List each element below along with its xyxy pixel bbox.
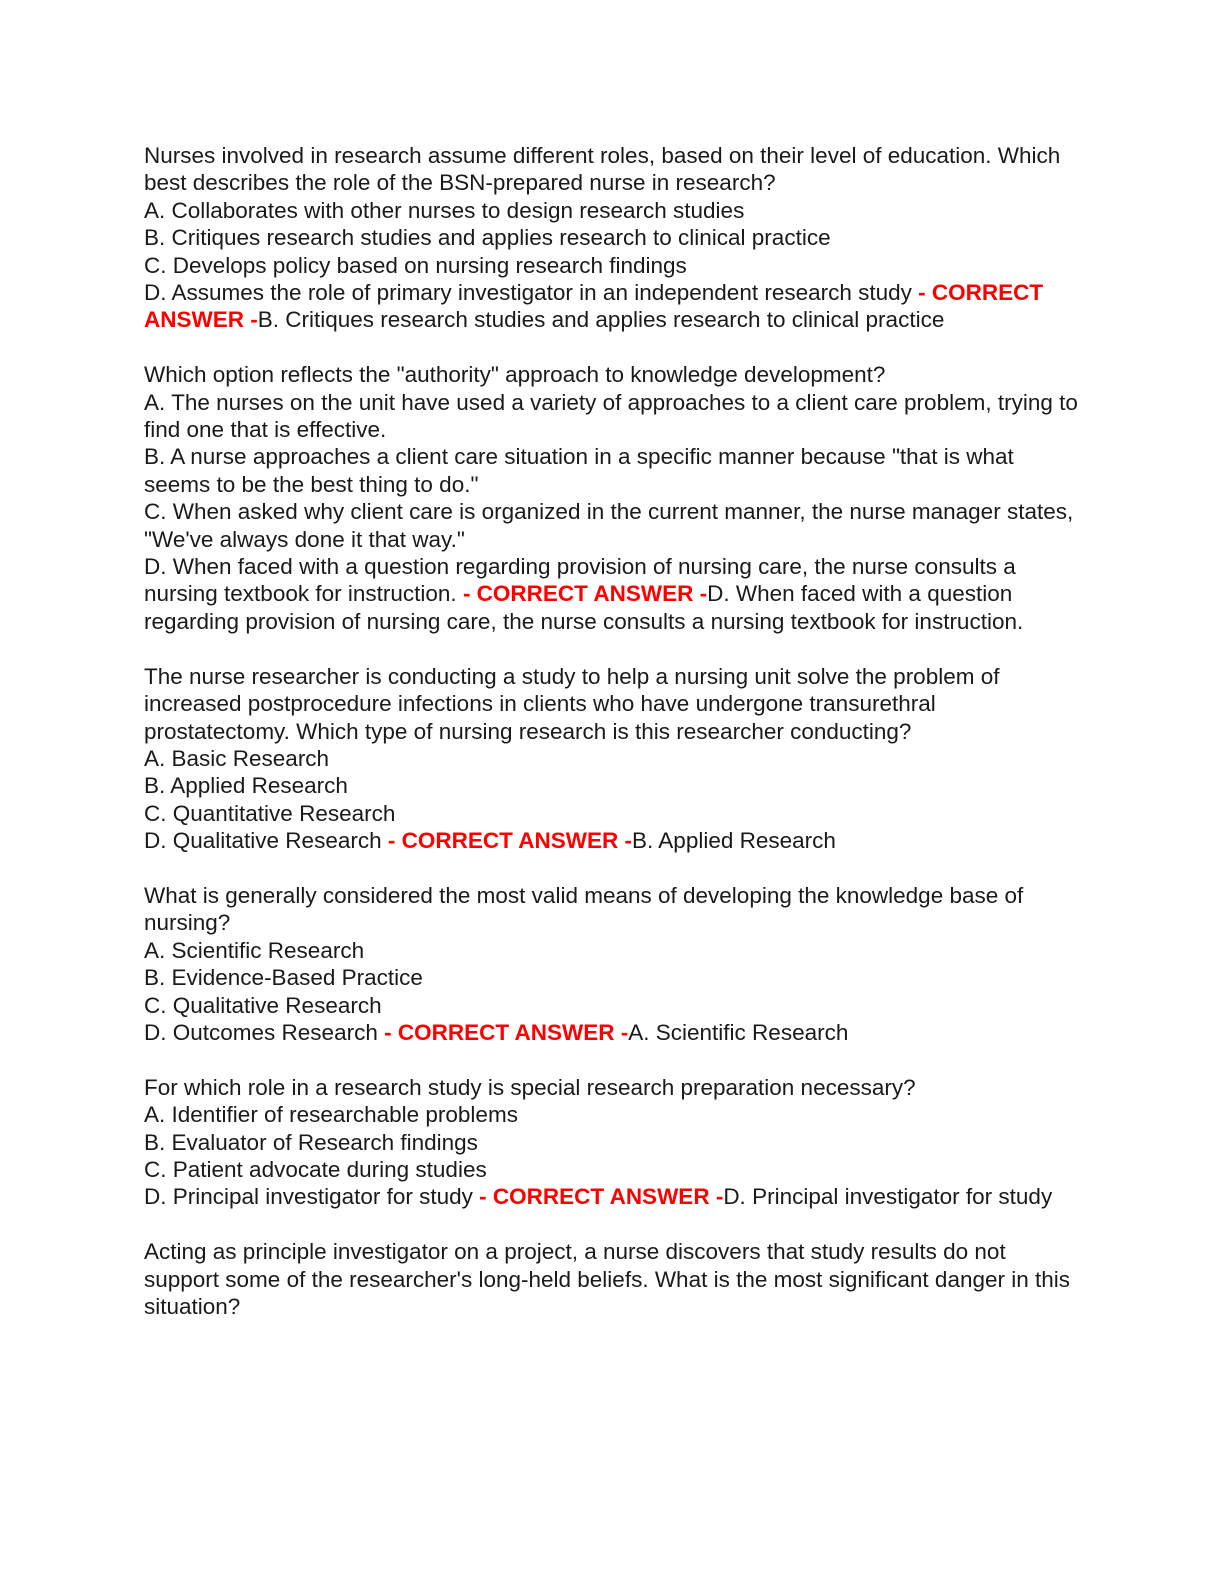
option-d: D. Outcomes Research <box>144 1019 378 1045</box>
correct-answer-text: D. When faced with a question regarding provision of nursing care, the nurse consults a nursing textbook for instruction. <box>144 581 1024 634</box>
correct-answer-marker: - CORRECT ANSWER - <box>144 280 1044 333</box>
correct-answer-text: A. Scientific Research <box>628 1019 849 1045</box>
correct-answer-marker: - CORRECT ANSWER - <box>387 828 633 854</box>
option-a: A. The nurses on the unit have used a variety of approaches to a client care problem, trying to find one that is effective. <box>144 389 1078 443</box>
correct-answer-marker: - CORRECT ANSWER - <box>479 1184 724 1210</box>
question-stem: Which option reflects the "authority" approach to knowledge development? <box>144 362 886 388</box>
question-stem: Nurses involved in research assume different roles, based on their level of education. Which best describes the role of the BSN-prepared nurse in research? <box>144 143 1061 196</box>
option-b: B. Evaluator of Research findings <box>144 1129 478 1155</box>
option-c: C. When asked why client care is organized in the current manner, the nurse manager states, "We've always done it that way." <box>144 499 1074 552</box>
document-page <box>144 142 1084 1348</box>
option-a: A. Identifier of researchable problems <box>144 1102 518 1128</box>
correct-answer-text: D. Principal investigator for study <box>723 1184 1053 1210</box>
option-d-with-answer <box>144 553 1084 635</box>
option-d-with-answer <box>144 279 1084 334</box>
question-stem: For which role in a research study is special research preparation necessary? <box>144 1074 916 1100</box>
correct-answer-marker: - CORRECT ANSWER - <box>462 581 708 607</box>
question-5 <box>144 1074 1084 1211</box>
question-3 <box>144 663 1084 855</box>
option-d-with-answer <box>144 1183 1084 1210</box>
option-c: C. Qualitative Research <box>144 992 382 1018</box>
question-stem: The nurse researcher is conducting a study to help a nursing unit solve the problem of increased postprocedure infections in clients who have undergone transurethral prostatectomy. Which type of nursing research is this researcher conducting? <box>144 663 1000 744</box>
option-d: D. Assumes the role of primary investigator in an independent research study <box>144 280 912 306</box>
correct-answer-text: B. Critiques research studies and applies research to clinical practice <box>257 307 945 333</box>
correct-answer-text: B. Applied Research <box>632 828 836 854</box>
option-d: D. When faced with a question regarding provision of nursing care, the nurse consults a nursing textbook for instruction. <box>144 554 1016 607</box>
option-b: B. Critiques research studies and applies research to clinical practice <box>144 225 831 251</box>
question-stem: What is generally considered the most valid means of developing the knowledge base of nursing? <box>144 882 1024 936</box>
option-b: B. Evidence-Based Practice <box>144 965 423 991</box>
option-c: C. Develops policy based on nursing research findings <box>144 252 687 278</box>
question-stem: Acting as principle investigator on a project, a nurse discovers that study results do not support some of the researcher's long-held beliefs. What is the most significant danger in this situation? <box>144 1239 1071 1319</box>
option-c: C. Quantitative Research <box>144 800 396 826</box>
option-b: B. A nurse approaches a client care situation in a specific manner because "that is what seems to be the best thing to do." <box>144 444 1014 497</box>
option-a: A. Collaborates with other nurses to design research studies <box>144 197 745 223</box>
option-d-with-answer <box>144 1019 1084 1046</box>
question-4 <box>144 882 1084 1046</box>
option-a: A. Scientific Research <box>144 937 365 963</box>
question-1 <box>144 142 1084 334</box>
option-d: D. Principal investigator for study <box>144 1184 473 1210</box>
question-6 <box>144 1238 1084 1320</box>
option-b: B. Applied Research <box>144 773 348 799</box>
option-a: A. Basic Research <box>144 745 330 771</box>
option-d-with-answer <box>144 827 1084 854</box>
correct-answer-marker: - CORRECT ANSWER - <box>384 1019 629 1045</box>
option-c: C. Patient advocate during studies <box>144 1156 487 1182</box>
question-2 <box>144 361 1084 635</box>
option-d: D. Qualitative Research <box>144 828 382 854</box>
